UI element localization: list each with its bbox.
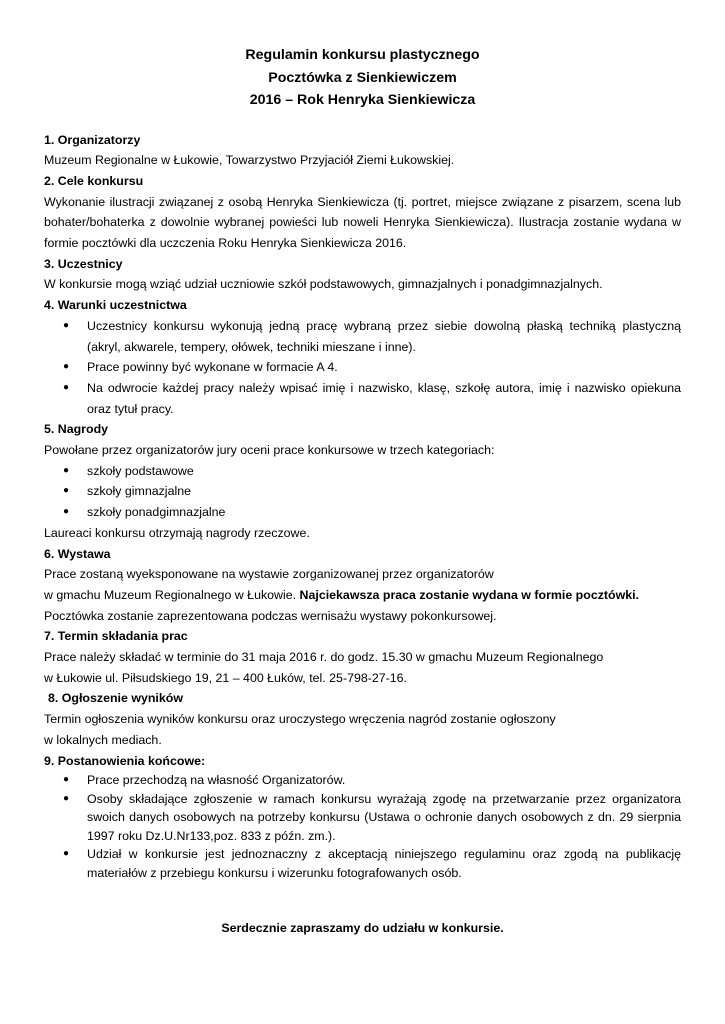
participants-text: W konkursie mogą wziąć udział uczniowie szkół podstawowych, gimnazjalnych i ponadgimnazjalnych. [44, 277, 603, 292]
section-heading-deadline: 7. Termin składania prac [44, 629, 188, 644]
title-line-2: Pocztówka z Sienkiewiczem [268, 69, 457, 86]
title-line-1: Regulamin konkursu plastycznego [245, 47, 480, 63]
list-item: ● Prace przechodzą na własność Organizatorów. [44, 771, 681, 790]
title-line-3: 2016 – Rok Henryka Sienkiewicza [249, 92, 476, 108]
list-item: ● Osoby składające zgłoszenie w ramach konkursu wyrażają zgodę na przetwarzanie przez organizatora swoich danych osobowych na potrzeby konkursu (Ustawa o ochronie danych osobowych z dn. 29 sierpnia 1997 roku Dz.U.Nr133,poz. 833 z późn. zm.). [63, 791, 681, 843]
exhibition-highlight: Najciekawsza praca zostanie wydana w formie pocztówki. [299, 587, 640, 602]
bullet-icon: ● [63, 381, 70, 393]
conditions-list [44, 316, 681, 420]
list-item: ● Udział w konkursie jest jednoznaczny z akceptacją niniejszego regulaminu oraz zgodą na publikację materiałów z przebiegu konkursu i wizerunku fotografowanych osób. [63, 847, 681, 880]
section-heading-conditions: 4. Warunki uczestnictwa [44, 298, 187, 313]
deadline-line-2: w Łukowie ul. Piłsudskiego 19, 21 – 400 Łuków, tel. 25-798-27-16. [44, 670, 408, 685]
bullet-icon: ● [63, 485, 70, 497]
section-heading-final-provisions: 9. Postanowienia końcowe: [44, 753, 206, 768]
bullet-icon: ● [63, 848, 70, 860]
bullet-icon: ● [63, 774, 70, 786]
section-heading-exhibition: 6. Wystawa [44, 546, 111, 561]
bullet-icon: ● [63, 319, 70, 331]
list-item: ● Prace powinny być wykonane w formacie A 4. [44, 357, 681, 378]
section-heading-awards: 5. Nagrody [44, 422, 109, 437]
list-item: ● Na odwrocie każdej pracy należy wpisać imię i nazwisko, klasę, szkołę autora, imię i nazwisko opiekuna oraz tytuł pracy. [44, 378, 681, 419]
section-heading-organizers: 1. Organizatorzy [44, 132, 141, 147]
section-heading-results: 8. Ogłoszenie wyników [48, 691, 183, 706]
organizers-text: Muzeum Regionalne w Łukowie, Towarzystwo Przyjaciół Ziemi Łukowskiej. [44, 153, 455, 168]
section-heading-goals: 2. Cele konkursu [44, 173, 144, 188]
list-item: ● szkoły podstawowe [44, 461, 681, 482]
awards-categories-list [44, 461, 681, 523]
exhibition-line-3: Pocztówka zostanie zaprezentowana podczas wernisażu wystawy pokonkursowej. [44, 608, 497, 623]
closing-invitation: Serdecznie zapraszamy do udziału w konkursie. [221, 921, 504, 936]
list-item: ● szkoły ponadgimnazjalne [44, 502, 681, 523]
results-line-1: Termin ogłoszenia wyników konkursu oraz uroczystego wręczenia nagród zostanie ogłoszony [44, 712, 556, 727]
exhibition-line-2: w gmachu Muzeum Regionalnego w Łukowie. Najciekawsza praca zostanie wydana w formie pocztówki. [44, 587, 640, 602]
final-provisions-list [44, 771, 681, 882]
awards-intro: Powołane przez organizatorów jury oceni prace konkursowe w trzech kategoriach: [44, 443, 495, 458]
bullet-icon: ● [63, 506, 70, 518]
results-line-2: w lokalnych mediach. [44, 732, 162, 747]
goals-text: Wykonanie ilustracji związanej z osobą Henryka Sienkiewicza (tj. portret, miejsce związane z pisarzem, scena lub bohater/bohaterka z dowolnie wybranej powieści lub noweli Henryka Sienkiewicza). Ilustracja zostanie wydana w formie pocztówki dla uczczenia Roku Henryka Sienkiewicza 2016. [44, 194, 681, 251]
awards-outro: Laureaci konkursu otrzymają nagrody rzeczowe. [44, 525, 310, 540]
section-heading-participants: 3. Uczestnicy [44, 256, 123, 271]
list-item: ● Uczestnicy konkursu wykonują jedną pracę wybraną przez siebie dowolną płaską techniką plastyczną (akryl, akwarele, tempery, ołówek, techniki mieszane i inne). [44, 316, 681, 357]
document-title [44, 44, 681, 112]
list-item: ● szkoły gimnazjalne [44, 481, 681, 502]
exhibition-line-1: Prace zostaną wyeksponowane na wystawie zorganizowanej przez organizatorów [44, 567, 494, 582]
bullet-icon: ● [63, 792, 70, 804]
document-page [44, 44, 681, 939]
bullet-icon: ● [63, 464, 70, 476]
deadline-line-1: Prace należy składać w terminie do 31 maja 2016 r. do godz. 15.30 w gmachu Muzeum Regionalnego [44, 650, 604, 665]
bullet-icon: ● [63, 361, 70, 373]
